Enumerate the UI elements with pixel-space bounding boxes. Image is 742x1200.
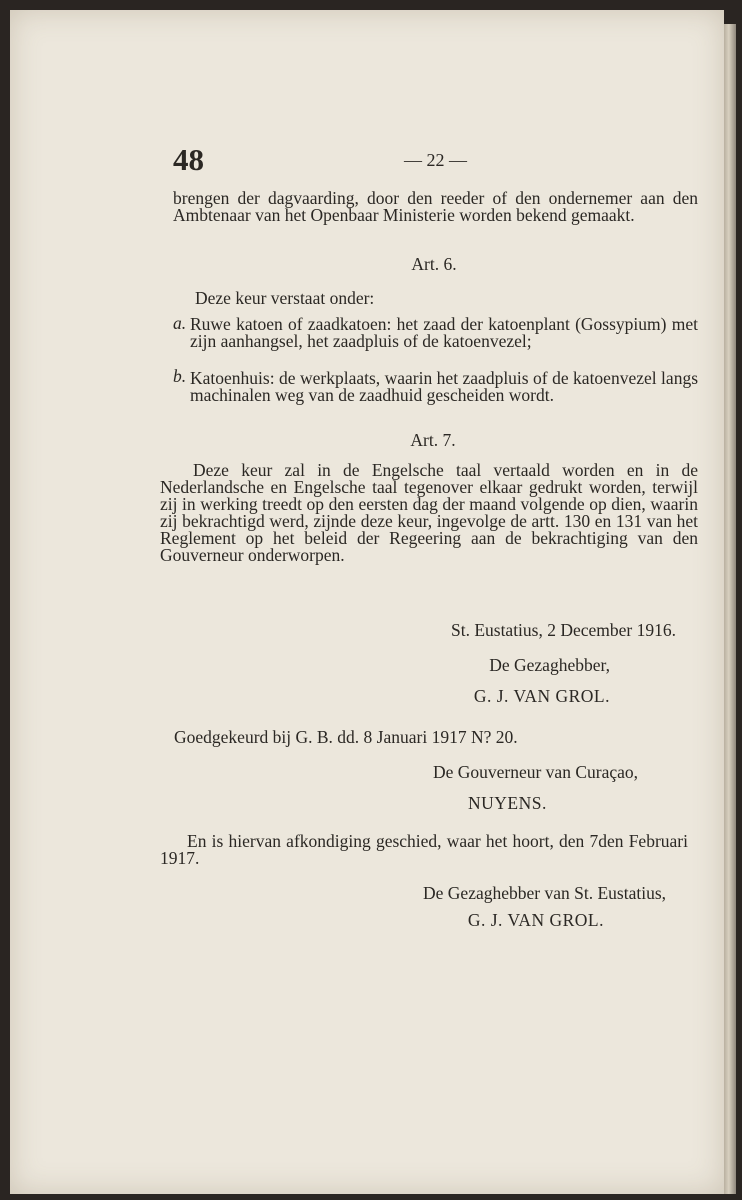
- stamped-page-number: 48: [173, 142, 204, 177]
- gouverneur-name: NUYENS.: [468, 793, 547, 813]
- art6-item-a-text: Ruwe katoen of zaadkatoen: het zaad der katoenplant (Gossypium) met zijn aanhangsel, het zaadpluis of de katoenvezel;: [190, 314, 698, 351]
- promulgation-paragraph: En is hiervan afkondiging geschied, waar het hoort, den 7den Februari 1917.: [160, 831, 688, 868]
- place-date: St. Eustatius, 2 December 1916.: [450, 620, 676, 640]
- gezaghebber-name: G. J. VAN GROL.: [473, 686, 610, 706]
- approval-line: Goedgekeurd bij G. B. dd. 8 Januari 1917 N? 20.: [174, 727, 518, 747]
- page-edge: [724, 24, 736, 1194]
- printed-page-number: — 22 —: [404, 150, 467, 170]
- art6-heading: Art. 6.: [411, 254, 457, 274]
- art6-lead: Deze keur verstaat onder:: [195, 288, 375, 308]
- gezaghebber-title: De Gezaghebber,: [489, 655, 610, 675]
- art6-item-b-text: Katoenhuis: de werkplaats, waarin het zaadpluis of de katoenvezel langs machinalen weg van de zaadhuid gescheiden wordt.: [190, 368, 698, 405]
- art7-heading: Art. 7.: [410, 430, 456, 450]
- final-title: De Gezaghebber van St. Eustatius,: [423, 883, 666, 903]
- art7-paragraph: Deze keur zal in de Engelsche taal vertaald worden en in de Nederlandsche en Engelsche taal tegenover elkaar gedrukt worden, terwijl zij in werking treedt op den eersten dag der maand volgende op dien, waarin zij bekrachtigd werd, zijnde deze keur, ingevolge de artt. 130 en 131 van het Reglement op het beleid der Regeering aan de bekrachtiging van den Gouverneur onderworpen.: [160, 460, 698, 565]
- art6-item-b-marker: b.: [173, 366, 187, 386]
- gouverneur-title: De Gouverneur van Curaçao,: [432, 762, 638, 782]
- intro-paragraph: brengen der dagvaarding, door den reeder of den ondernemer aan den Ambtenaar van het Openbaar Ministerie worden bekend gemaakt.: [173, 188, 698, 225]
- final-name: G. J. VAN GROL.: [467, 910, 604, 930]
- art6-item-a-marker: a.: [173, 313, 187, 333]
